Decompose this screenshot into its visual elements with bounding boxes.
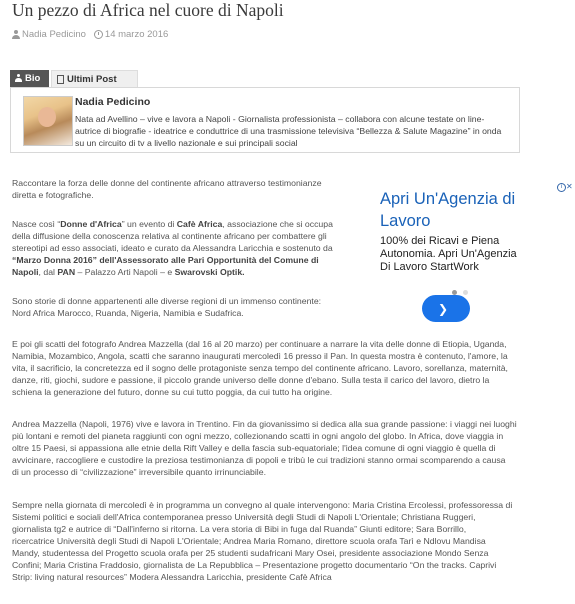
text-line: Sono storie di donne appartenenti alle diverse regioni di un immenso continente: (12, 296, 322, 306)
post-title: Un pezzo di Africa nel cuore di Napoli (12, 0, 284, 20)
text-line: E poi gli scatti del fotografo Andrea Mazzella (dal 16 al 20 marzo) per continuare a narrare la vita delle donne di Etiopia, Uganda, (12, 339, 507, 349)
author-bio-text (75, 113, 515, 149)
author-bio-box (10, 87, 520, 153)
text-line: “Marzo Donna 2016” dell'Assessorato alle Pari Opportunità del Comune di (12, 255, 319, 265)
tab-bio[interactable] (10, 70, 49, 87)
close-icon[interactable]: ✕ (566, 182, 573, 191)
user-icon (12, 30, 20, 39)
text-line: Namibia, Mozambico, Angola, scatti che saranno inaugurati mercoledì 16 presso il Pan. In questa mostra è contenuto, l'amore, la (12, 351, 508, 361)
ad-headline-line: Lavoro (380, 212, 431, 230)
text-line: ricercatrice Università degli Studi di Napoli L'Orientale; Andrea Maria Romano, direttore scuola orafa Tarì e Ndlovu Mandisa (12, 536, 486, 546)
event-name: Donne d'Africa (60, 219, 122, 229)
text-line: diretta e fotografiche. (12, 190, 94, 200)
text-line: Mandy, studentessa del Progetto scuola orafa per 25 studenti sudafricani Mary Osei, presidente associazione Mondo Senza (12, 548, 489, 558)
carousel-dot[interactable] (463, 290, 468, 295)
text-line: schiena la generazione del futuro, donne su cui tutto poggia, da cui tutto ha origine. (12, 387, 333, 397)
post-date: 14 marzo 2016 (104, 29, 169, 40)
text-line: giornalista tg2 e autrice di “Dall'inferno si ritorna. La vera storia di Bibi in fuga dal Ruanda” Giunti editore; Sara Borrillo, (12, 524, 467, 534)
text-line: stereotipi ad esso associati, ideato e curato da Alessandra Laricchia e sostenuto da (12, 243, 333, 253)
ad-description (380, 235, 570, 274)
ad-description-line: Autonomia. Apri Un'Agenzia (380, 248, 517, 260)
ad-headline-line: Apri Un'Agenzia di (380, 190, 516, 208)
text-line: oltre 15 Paesi, si appassiona alle etnie della Rift Valley e della fascia sub-equatoriale; l'idea comune di ogni viaggio è quella di (12, 443, 496, 453)
paragraph-biography (12, 418, 567, 478)
arrow-right-icon: ❯ (438, 302, 449, 316)
text-line: Nord Africa Marocco, Ruanda, Nigeria, Namibia e Sudafrica. (12, 308, 244, 318)
post-meta (12, 29, 168, 40)
document-icon (57, 75, 64, 84)
author-name[interactable]: Nadia Pedicino (75, 96, 151, 108)
advertisement[interactable] (375, 180, 575, 326)
ad-description-line: Di Lavoro StartWork (380, 261, 479, 273)
paragraph-conference (12, 499, 567, 583)
association-name: Cafè Africa (176, 219, 223, 229)
text-line: Nasce così “Donne d'Africa” un evento di Cafè Africa, associazione che si occupa (12, 219, 333, 229)
paragraph-stories (12, 295, 372, 319)
text-line: Raccontare la forza delle donne del continente africano attraverso testimonianze (12, 178, 322, 188)
info-icon[interactable]: i (557, 183, 566, 192)
text-line: Napoli, dal PAN – Palazzo Arti Napoli – e Swarovski Optik. (12, 267, 245, 277)
text-line: danze, riti, giochi, sudore e passione, il piccolo grande universo delle donne d'ebano. Sulla testa il carico del lavoro, dietro la (12, 375, 490, 385)
text-line: di un processo di “civilizzazione” irreversibile quanto irrinunciabile. (12, 467, 266, 477)
ad-headline[interactable] (380, 188, 565, 232)
paragraph-intro (12, 177, 372, 201)
text-line: Sistemi politici e sociali dell'Africa contemporanea presso Università degli Studi di Napoli L'Orientale; Christiana Ruggeri, (12, 512, 476, 522)
text-line: avvicinare, raccogliere e custodire la preziosa testimonianza di popoli e tribù le cui tradizioni stanno ormai scomparendo a causa (12, 455, 506, 465)
text-line: Andrea Mazzella (Napoli, 1976) vive e lavora in Trentino. Fin da giovanissimo si dedica alla sua grande passione: i viaggi nei luoghi (12, 419, 517, 429)
user-icon (15, 74, 22, 82)
bio-line: su un circuito di tv a livello nazionale e sui principali social (75, 138, 298, 148)
clock-icon (94, 30, 103, 39)
text-line: Strip: living natural resources” Modera Alessandra Laricchia, presidente Cafè Africa (12, 572, 332, 582)
paragraph-photographer (12, 338, 567, 398)
text-line: Sempre nella giornata di mercoledì è in programma un convegno al quale intervengono: Maria Cristina Ercolessi, professoressa di (12, 500, 513, 510)
ad-description-line: 100% dei Ricavi e Piena (380, 235, 500, 247)
post-author[interactable]: Nadia Pedicino (22, 29, 86, 40)
bio-line: autrice di biografie - ideatrice e conduttrice di una trasmissione televisiva “Bellezza & Salute Magazine” in onda (75, 126, 502, 136)
tab-latest-posts-label: Ultimi Post (67, 74, 117, 85)
tab-bio-label: Bio (25, 73, 41, 84)
text-line: vita, il sacrificio, la concretezza ed il sogno delle protagoniste senza tempo del continente africano. Lavoro, sorellanza, maternità, (12, 363, 508, 373)
bio-line: Nata ad Avellino – vive e lavora a Napoli - Giornalista professionista – collabora con alcune testate on line- (75, 114, 485, 124)
text-line: Confini; Maria Cristina Fraddosio, giornalista de La Repubblica – Presentazione progetto documentario “On the tracks. Caprivi (12, 560, 497, 570)
text-line: più lontani e remoti del pianeta raggiunti con ogni mezzo, collezionando scatti in ogni angolo del globo. In Africa, dove viaggia in (12, 431, 504, 441)
author-avatar[interactable] (23, 96, 73, 146)
tab-latest-posts[interactable] (51, 70, 138, 87)
paragraph-event (12, 218, 372, 278)
ad-open-button[interactable] (422, 295, 470, 322)
text-line: della diffusione della conoscenza relativa al continente africano per combattere gli (12, 231, 327, 241)
